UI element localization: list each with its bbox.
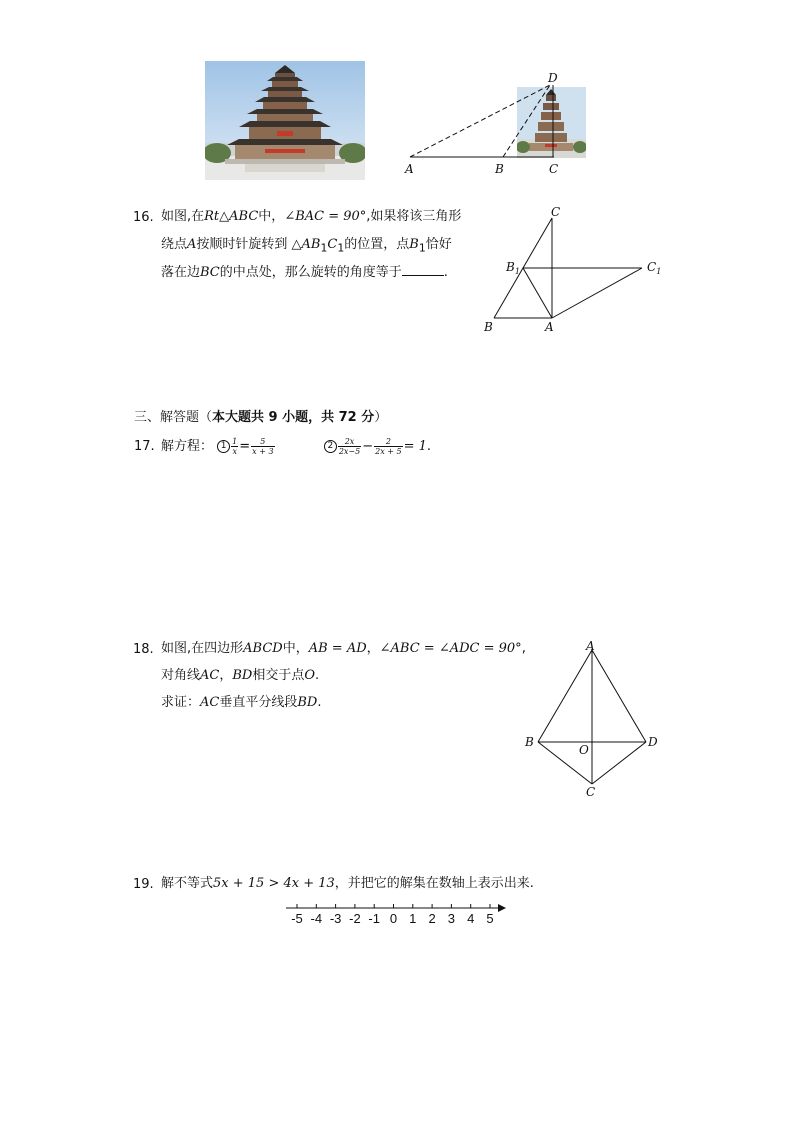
fraction: $\frac{2}{2x + 5}$ (375, 437, 402, 456)
axis-tick-label: -4 (310, 911, 323, 926)
q18-line1 (161, 640, 526, 658)
q17-end: . (426, 439, 432, 454)
q16-math: B (409, 237, 419, 252)
q16-math: Rt (204, 209, 220, 224)
label-d: D (548, 71, 558, 85)
axis-tick-label: -2 (349, 911, 361, 926)
q17-op: = 1 (403, 439, 427, 454)
q17-op: = (239, 439, 251, 454)
q18-text: 中， (282, 641, 309, 656)
label-o: O (579, 743, 589, 757)
q16-text: . (443, 265, 448, 280)
q16-line2 (161, 236, 452, 258)
q16-math: ABC (229, 209, 259, 224)
answer-blank[interactable] (402, 263, 444, 276)
circled-1: 1 (217, 440, 230, 453)
q16-math: C (327, 237, 338, 252)
label-c: C (549, 162, 559, 176)
q16-text: 恰好 (425, 237, 452, 252)
q16-math: A (187, 237, 197, 252)
q16-text: 按顺时针旋转到 △ (196, 237, 302, 252)
axis-tick-label: 1 (409, 911, 417, 926)
axis-tick-label: 4 (467, 911, 475, 926)
label-a: A (405, 162, 414, 176)
label-a: A (545, 320, 554, 334)
side-ad (592, 650, 646, 742)
section-title-text: 三、解答题（ (134, 410, 213, 425)
q17-label: 解方程： (161, 439, 214, 454)
axis-arrow (498, 904, 506, 912)
q18-math: AC (200, 668, 220, 683)
q18-text: 垂直平分线段 (219, 695, 298, 710)
pagoda-photo (205, 61, 365, 180)
label-b: B (525, 735, 534, 749)
q16-math: ∠BAC = 90° (284, 209, 367, 224)
side-ac1 (552, 268, 642, 318)
q16-sub: 1 (418, 241, 426, 255)
q18-text: 相交于点 (252, 668, 305, 683)
q18-math: BD (297, 695, 318, 710)
side-dc (592, 742, 646, 784)
q17-line (161, 434, 431, 460)
q18-number: 18. (133, 642, 154, 657)
label-b: B (484, 320, 493, 334)
side-ab (538, 650, 592, 742)
axis-tick-label: 5 (486, 911, 494, 926)
q19-math: 5x + 15 > 4x + 13 (213, 876, 335, 891)
q18-text: . (317, 695, 322, 710)
q16-text: △ (219, 209, 230, 224)
height-measurement-diagram (400, 70, 600, 180)
sight-line-bd (503, 85, 550, 157)
section-title (134, 406, 387, 425)
label-b: B (495, 162, 504, 176)
q18-text: ， (219, 668, 233, 683)
q17-op: − (362, 439, 374, 454)
label-c: C (551, 205, 561, 219)
q16-text: 的中点处，那么旋转的角度等于 (219, 265, 402, 280)
axis-tick-label: 0 (389, 911, 398, 926)
q16-text: 中， (258, 209, 285, 224)
fraction: $\frac{2x}{2x-5}$ (338, 437, 361, 456)
q18-text: 求证： (161, 695, 201, 710)
q18-text: ， (366, 641, 380, 656)
sight-line-ad (410, 85, 550, 157)
q16-text: 如图,在 (161, 209, 205, 224)
q16-line1 (161, 208, 461, 226)
label-d: D (648, 735, 658, 749)
label-c1: $C_1$ (647, 260, 662, 276)
q16-line3 (161, 263, 448, 282)
section-title-bold: 本大题共 9 小题，共 72 分 (212, 410, 375, 425)
section-title-text: ） (374, 410, 388, 425)
fraction: $\frac{5}{x + 3}$ (252, 437, 274, 456)
axis-tick-label: 3 (447, 911, 456, 926)
q16-math: AB (301, 237, 321, 252)
label-b1: $B_1$ (506, 260, 520, 276)
label-a: A (586, 639, 595, 653)
q16-sub: 1 (337, 241, 345, 255)
q18-math: AC (200, 695, 220, 710)
q16-text: 落在边 (161, 265, 201, 280)
q18-math: AB = AD (308, 641, 367, 656)
fraction: $\frac{1}{x}$ (232, 437, 238, 456)
q18-text: . (315, 668, 320, 683)
q19-number: 19. (133, 877, 154, 892)
q18-math: O (304, 668, 316, 683)
q16-text: ,如果将该三角形 (366, 209, 462, 224)
q19-text: 解不等式 (161, 876, 214, 891)
circled-2: 2 (324, 440, 337, 453)
q19-line (161, 875, 534, 893)
q18-line3 (161, 694, 322, 712)
axis-tick-label: -3 (329, 911, 342, 926)
q18-line2 (161, 667, 319, 685)
q18-text: 如图,在四边形 (161, 641, 244, 656)
q18-math: ∠ABC = ∠ADC = 90° (379, 641, 522, 656)
q16-sub: 1 (320, 241, 328, 255)
q16-number: 16. (133, 210, 154, 225)
axis-tick-label: -1 (368, 911, 380, 926)
q18-text: , (521, 641, 526, 656)
q16-text: 的位置，点 (344, 237, 410, 252)
rotation-triangle-diagram (480, 200, 670, 340)
q18-text: 对角线 (161, 668, 201, 683)
q16-math: BC (200, 265, 220, 280)
quadrilateral-diagram (520, 638, 660, 803)
axis-tick-label: 2 (428, 911, 436, 926)
q18-math: BD (232, 668, 253, 683)
side-ab1 (523, 268, 552, 318)
q17-number: 17. (134, 439, 155, 454)
axis-tick-label: -5 (291, 911, 303, 926)
q19-text: ，并把它的解集在数轴上表示出来. (334, 876, 534, 891)
q18-math: ABCD (243, 641, 283, 656)
q16-text: 绕点 (161, 237, 188, 252)
label-c: C (586, 785, 596, 799)
number-line (280, 898, 515, 930)
